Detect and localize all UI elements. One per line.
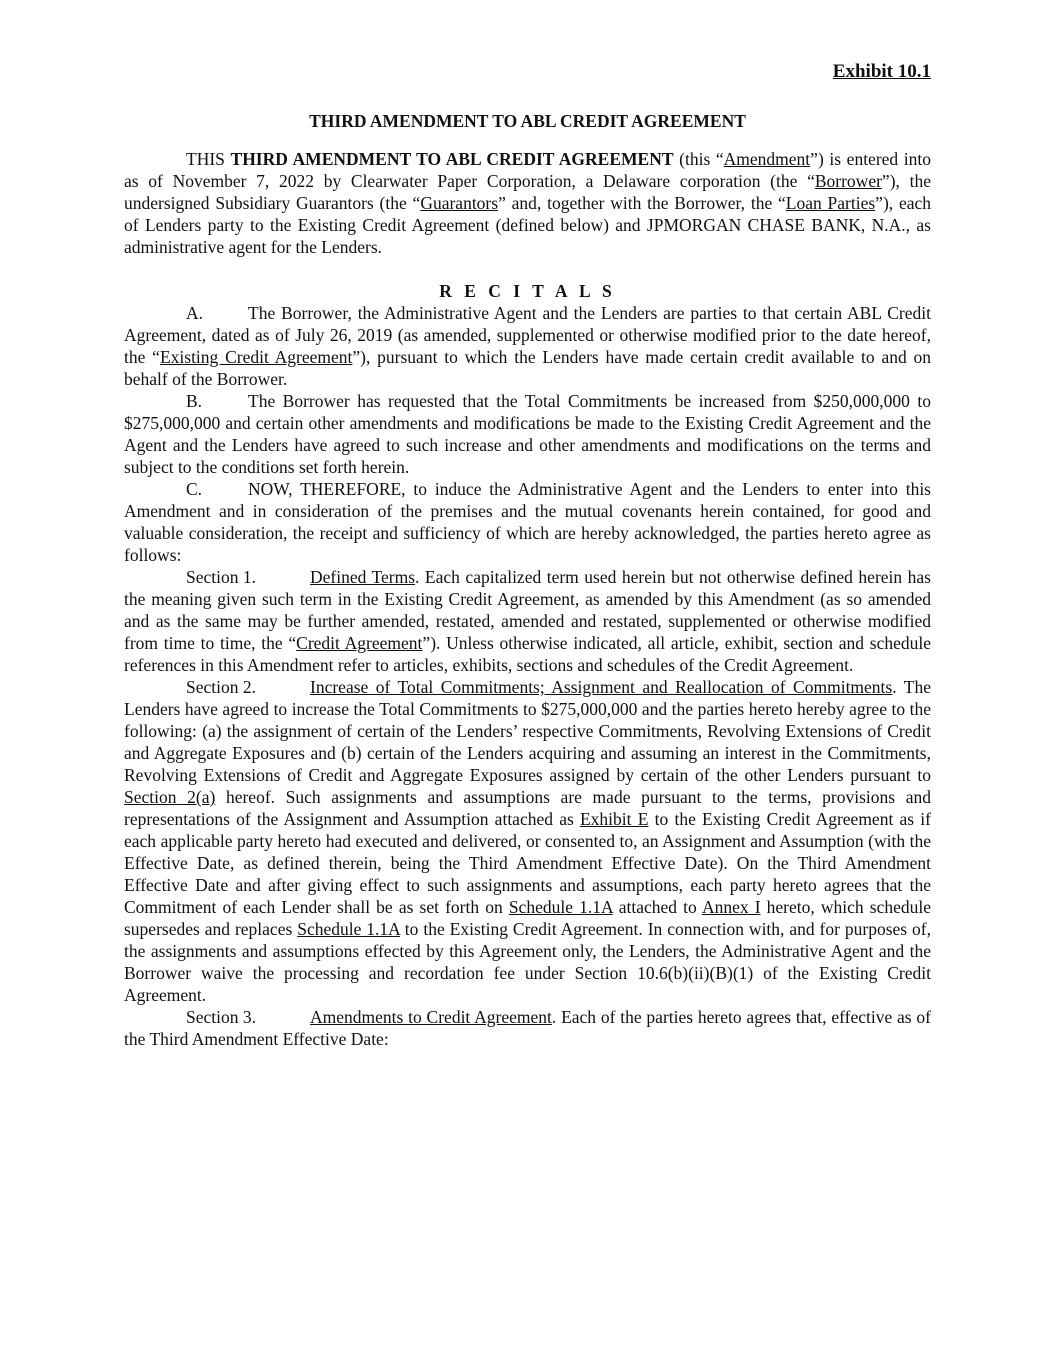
defined-term-borrower: Borrower xyxy=(814,171,882,191)
reference-annex-i: Annex I xyxy=(701,897,761,917)
reference-schedule-1-1a: Schedule 1.1A xyxy=(508,897,613,917)
recital-b: B. The Borrower has requested that the Total Commitments be increased from $250,000,000 to $275,000,000 and certain other amendments and modifications be made to the Existing Credit Agreement and the Agent and the Lenders have agreed to such increase and other amendments and modifications on the terms and subject to the conditions set forth herein. xyxy=(124,391,931,477)
preamble-paragraph: THIS THIRD AMENDMENT TO ABL CREDIT AGREEMENT (this “Amendment”) is entered into as of November 7, 2022 by Clearwater Paper Corporation, a Delaware corporation (the “Borrower”), the undersigned Subsidiary Guarantors (the “Guarantors” and, together with the Borrower, the “Loan Parties”), each of Lenders party to the Existing Credit Agreement (defined below) and JPMORGAN CHASE BANK, N.A., as administrative agent for the Lenders. xyxy=(124,149,932,257)
section-1: Section 1. Defined Terms. Each capitalized term used herein but not otherwise defined herein has the meaning given such term in the Existing Credit Agreement, as amended by this Amendment (as so amended and as the same may be further amended, restated, amended and restated, supplemented or otherwise modified from time to time, the “Credit Agreement”). Unless otherwise indicated, all article, exhibit, section and schedule references in this Amendment refer to articles, exhibits, sections and schedules of the Credit Agreement. xyxy=(124,567,931,675)
document-page xyxy=(124,60,931,1050)
recital-a: A. The Borrower, the Administrative Agent and the Lenders are parties to that certain ABL Credit Agreement, dated as of July 26, 2019 (as amended, supplemented or otherwise modified prior to the date hereof, the “Existing Credit Agreement”), pursuant to which the Lenders have made certain credit available to and on behalf of the Borrower. xyxy=(124,303,932,389)
section-label: Section 1. xyxy=(186,567,256,587)
recital-c: C. NOW, THEREFORE, to induce the Administrative Agent and the Lenders to enter into this Amendment and in consideration of the premises and the mutual covenants herein contained, for good and valuable consideration, the receipt and sufficiency of which are hereby acknowledged, the parties hereto agree as follows: xyxy=(124,479,931,565)
section-2: Section 2. Increase of Total Commitments; Assignment and Reallocation of Commitments. The Lenders have agreed to increase the Total Commitments to $275,000,000 and the parties hereto hereby agree to the following: (a) the assignment of certain of the Lenders’ respective Commitments, Revolving Extensions of Credit and Aggregate Exposures and (b) certain of the Lenders acquiring and assuming an interest in the Commitments, Revolving Extensions of Credit and Aggregate Exposures assigned by certain of the other Lenders pursuant to Section 2(a) hereof. Such assignments and assumptions are made pursuant to the terms, provisions and representations of the Assignment and Assumption attached as Exhibit E to the Existing Credit Agreement as if each applicable party hereto had executed and delivered, or consented to, an Assignment and Assumption (with the Effective Date, as defined therein, being the Third Amendment Effective Date). On the Third Amendment Effective Date and after giving effect to such assignments and assumptions, each party hereto agrees that the Commitment of each Lender shall be as set forth on Schedule 1.1A attached to Annex I hereto, which schedule supersedes and replaces Schedule 1.1A to the Existing Credit Agreement. In connection with, and for purposes of, the assignments and assumptions effected by this Agreement only, the Lenders, the Administrative Agent and the Borrower waive the processing and recordation fee under Section 10.6(b)(ii)(B)(1) of the Existing Credit Agreement. xyxy=(124,677,931,1005)
agreement-name: THIRD AMENDMENT TO ABL CREDIT AGREEMENT xyxy=(230,149,674,169)
document-title: THIRD AMENDMENT TO ABL CREDIT AGREEMENT xyxy=(309,111,746,131)
defined-term-loan-parties: Loan Parties xyxy=(785,193,876,213)
reference-section-2a: Section 2(a) xyxy=(124,787,216,807)
section-heading: Amendments to Credit Agreement xyxy=(310,1007,552,1027)
reference-exhibit-e: Exhibit E xyxy=(579,809,649,829)
recital-letter: C. xyxy=(186,479,203,499)
defined-term-existing-credit-agreement: Existing Credit Agreement xyxy=(159,347,353,367)
recitals-heading: R E C I T A L S xyxy=(439,281,616,301)
exhibit-label: Exhibit 10.1 xyxy=(832,61,931,82)
section-heading: Increase of Total Commitments; Assignment and Reallocation of Commitments xyxy=(310,677,893,697)
recital-letter: B. xyxy=(186,391,203,411)
defined-term-credit-agreement: Credit Agreement xyxy=(296,633,423,653)
defined-term-amendment: Amendment xyxy=(723,149,811,169)
defined-term-guarantors: Guarantors xyxy=(420,193,499,213)
section-label: Section 3. xyxy=(186,1007,256,1027)
section-label: Section 2. xyxy=(186,677,256,697)
section-3: Section 3. Amendments to Credit Agreement. Each of the parties hereto agrees that, effective as of the Third Amendment Effective Date: xyxy=(124,1007,932,1049)
section-heading: Defined Terms xyxy=(310,567,416,587)
reference-schedule-1-1a: Schedule 1.1A xyxy=(297,919,400,939)
recital-letter: A. xyxy=(186,303,204,323)
